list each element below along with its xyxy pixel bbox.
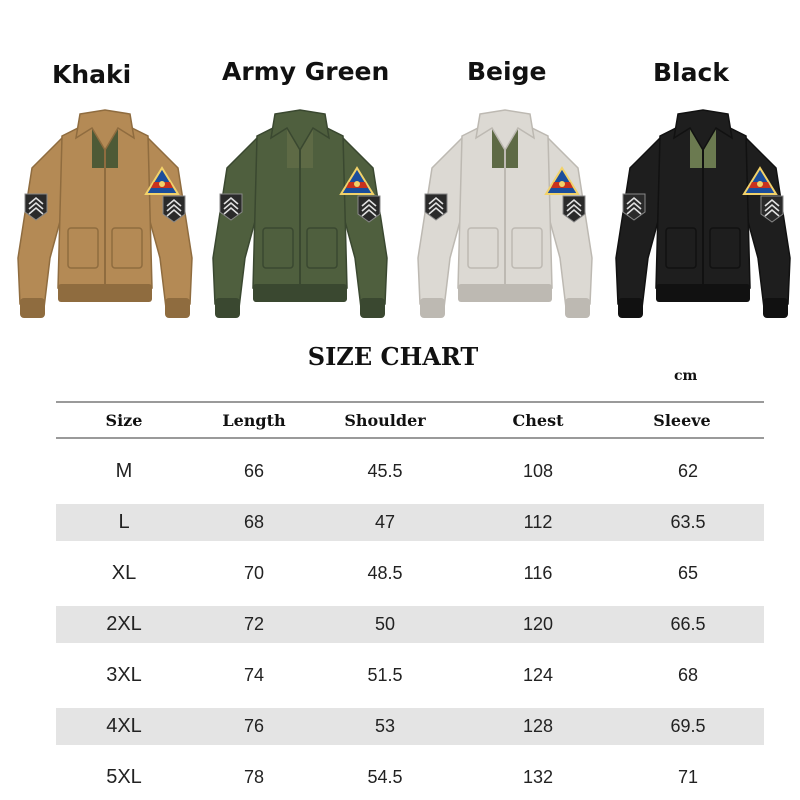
unit-label: cm (674, 368, 698, 384)
table-cell-shoulder: 50 (374, 614, 396, 634)
jacket-image-beige (410, 108, 600, 326)
table-cell-shoulder: 47 (374, 512, 396, 532)
table-row (56, 555, 764, 592)
table-cell-shoulder: 48.5 (367, 563, 403, 583)
table-cell-size: L (118, 511, 130, 533)
column-header-sleeve: Sleeve (653, 411, 711, 430)
table-cell-shoulder: 45.5 (367, 461, 403, 481)
table-cell-chest: 108 (522, 461, 554, 481)
table-cell-size: XL (111, 562, 137, 584)
table-cell-shoulder: 51.5 (367, 665, 403, 685)
table-cell-sleeve: 71 (677, 767, 699, 787)
table-cell-sleeve: 66.5 (670, 614, 706, 634)
column-header-shoulder: Shoulder (344, 411, 426, 430)
jacket-image-army-green (205, 108, 395, 326)
table-cell-size: 5XL (106, 766, 142, 788)
left-cuff (420, 298, 445, 318)
color-label-black: Black (653, 58, 729, 87)
jacket-waistband (656, 284, 750, 302)
right-cuff (360, 298, 385, 318)
table-cell-chest: 128 (522, 716, 554, 736)
table-row (56, 759, 764, 796)
table-row (56, 453, 764, 490)
table-cell-shoulder: 53 (374, 716, 396, 736)
table-row (56, 504, 764, 541)
jacket-waistband (458, 284, 552, 302)
jacket-waistband (58, 284, 152, 302)
right-cuff (763, 298, 788, 318)
table-cell-chest: 120 (522, 614, 554, 634)
table-row (56, 657, 764, 694)
table-cell-sleeve: 62 (677, 461, 699, 481)
table-cell-sleeve: 69.5 (670, 716, 706, 736)
jacket-waistband (253, 284, 347, 302)
column-header-size: Size (105, 411, 143, 430)
left-cuff (20, 298, 45, 318)
jacket-image-black (608, 108, 798, 326)
table-cell-length: 72 (243, 614, 265, 634)
table-cell-sleeve: 63.5 (670, 512, 706, 532)
table-cell-sleeve: 65 (677, 563, 699, 583)
left-cuff (618, 298, 643, 318)
table-cell-chest: 112 (523, 512, 553, 532)
color-label-army-green: Army Green (222, 57, 390, 86)
table-cell-chest: 124 (522, 665, 554, 685)
table-cell-length: 66 (243, 461, 265, 481)
table-cell-sleeve: 68 (677, 665, 699, 685)
table-cell-size: 2XL (106, 613, 142, 635)
table-cell-chest: 132 (522, 767, 554, 787)
table-cell-size: 3XL (106, 664, 142, 686)
table-cell-shoulder: 54.5 (367, 767, 403, 787)
table-cell-length: 74 (243, 665, 265, 685)
table-top-rule (56, 401, 764, 403)
table-cell-chest: 116 (523, 563, 553, 583)
right-cuff (165, 298, 190, 318)
column-header-chest: Chest (512, 411, 564, 430)
table-header-rule (56, 437, 764, 439)
table-cell-length: 68 (243, 512, 265, 532)
table-cell-length: 70 (243, 563, 265, 583)
color-label-beige: Beige (467, 57, 547, 86)
left-cuff (215, 298, 240, 318)
table-row (56, 708, 764, 745)
table-cell-length: 78 (243, 767, 265, 787)
size-chart-title: SIZE CHART (307, 342, 479, 371)
table-cell-length: 76 (243, 716, 265, 736)
color-label-khaki: Khaki (52, 60, 132, 89)
column-header-length: Length (222, 411, 286, 430)
table-row (56, 606, 764, 643)
right-cuff (565, 298, 590, 318)
table-cell-size: M (115, 460, 133, 482)
jacket-image-khaki (10, 108, 200, 326)
table-cell-size: 4XL (106, 715, 142, 737)
